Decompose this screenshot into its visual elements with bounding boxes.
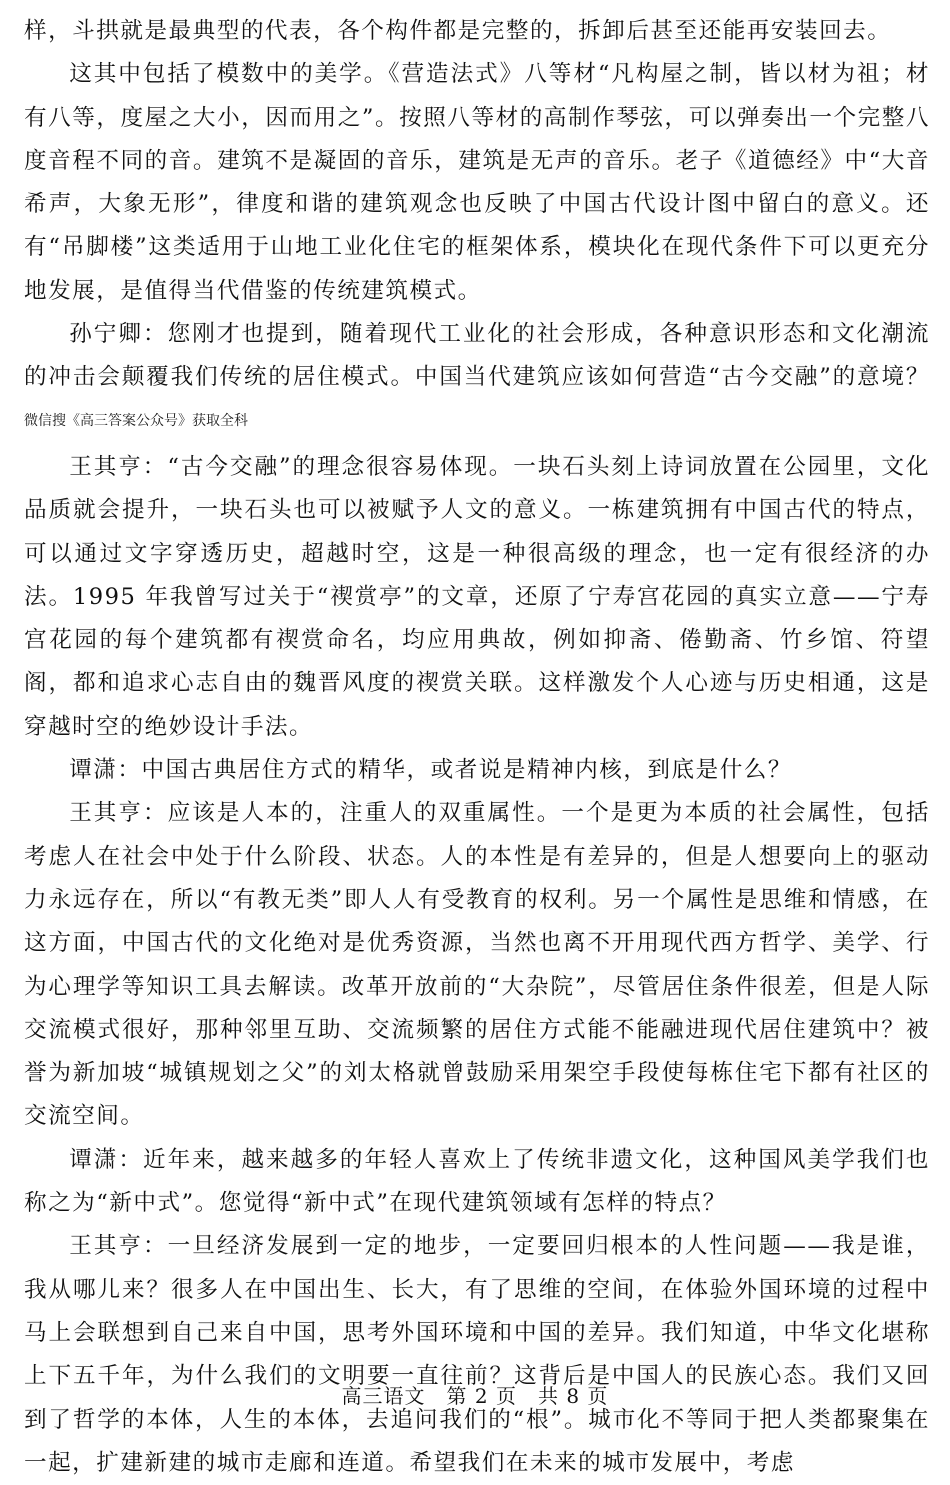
paragraph-7 xyxy=(24,1139,930,1226)
paragraph-text: 孙宁卿：您刚才也提到，随着现代工业化的社会形成，各种意识形态和文化潮流的冲击会颠覆我们传统的居住模式。中国当代建筑应该如何营造“古今交融”的意境？ xyxy=(24,321,930,391)
paragraph-text: 王其亨：“古今交融”的理念很容易体现。一块石头刻上诗词放置在公园里，文化品质就会提升，一块石头也可以被赋予人文的意义。一栋建筑拥有中国古代的特点，可以通过文字穿透历史，超越时空，这是一种很高级的理念，也一定有很经济的办法。1995 年我曾写过关于“禊赏亭”的文章，还原了宁寿宫花园的真实立意——宁寿宫花园的每个建筑都有禊赏命名，均应用典故，例如抑斋、倦勤斋、竹乡馆、符望阁，都和追求心志自由的魏晋风度的禊赏关联。这样激发个人心迹与历史相通，这是穿越时空的绝妙设计手法。 xyxy=(24,453,930,740)
paragraph-8 xyxy=(24,1225,930,1485)
paragraph-text: 谭潇：近年来，越来越多的年轻人喜欢上了传统非遗文化，这种国风美学我们也称之为“新中式”。您觉得“新中式”在现代建筑领域有怎样的特点？ xyxy=(24,1146,930,1217)
page-number-label: 高三语文 第 2 页 共 8 页 xyxy=(341,1384,609,1408)
page-footer xyxy=(0,1380,950,1409)
paragraph-text: 王其亨：应该是人本的，注重人的双重属性。一个是更为本质的社会属性，包括考虑人在社会中处于什么阶段、状态。人的本性是有差异的，但是人想要向上的驱动力永远存在，所以“有教无类”即人人有受教育的权利。另一个属性是思维和情感，在这方面，中国古代的文化绝对是优秀资源，当然也离不开用现代西方哲学、美学、行为心理学等知识工具去解读。改革开放前的“大杂院”，尽管居住条件很差，但是人际交流模式很好，那种邻里互助、交流频繁的居住方式能不能融进现代居住建筑中？被誉为新加坡“城镇规划之父”的刘太格就曾鼓励采用架空手段使每栋住宅下都有社区的交流空间。 xyxy=(24,800,930,1130)
paragraph-text: 谭潇：中国古典居住方式的精华，或者说是精神内核，到底是什么？ xyxy=(69,757,792,784)
watermark-note: 微信搜《高三答案公众号》获取全科 xyxy=(24,413,248,429)
paragraph-2 xyxy=(24,53,930,313)
paragraph-text: 这其中包括了模数中的美学。《营造法式》八等材“凡构屋之制，皆以材为祖；材有八等，度屋之大小，因而用之”。按照八等材的高制作琴弦，可以弹奏出一个完整八度音程不同的音。建筑不是凝固的音乐，建筑是无声的音乐。老子《道德经》中“大音希声，大象无形”，律度和谐的建筑观念也反映了中国古代设计图中留白的意义。还有“吊脚楼”这类适用于山地工业化住宅的框架体系，模块化在现代条件下可以更充分地发展，是值得当代借鉴的传统建筑模式。 xyxy=(24,61,930,304)
paragraph-1 xyxy=(24,10,930,53)
paragraph-6 xyxy=(24,792,930,1138)
article-body xyxy=(24,10,930,1485)
paragraph-text: 王其亨：一旦经济发展到一定的地步，一定要回归根本的人性问题——我是谁，我从哪儿来？很多人在中国出生、长大，有了思维的空间，在体验外国环境的过程中马上会联想到自己来自中国，思考外国环境和中国的差异。我们知道，中华文化堪称上下五千年，为什么我们的文明要一直往前？这背后是中国人的民族心态。我们又回到了哲学的本体，人生的本体，去追问我们的“根”。城市化不等同于把人类都聚集在一起，扩建新建的城市走廊和连道。希望我们在未来的城市发展中，考虑 xyxy=(24,1233,930,1476)
paragraph-5 xyxy=(24,749,930,792)
paragraph-4 xyxy=(24,446,930,749)
paragraph-3 xyxy=(24,313,930,446)
paragraph-text: 样，斗拱就是最典型的代表，各个构件都是完整的，拆卸后甚至还能再安装回去。 xyxy=(24,18,892,44)
